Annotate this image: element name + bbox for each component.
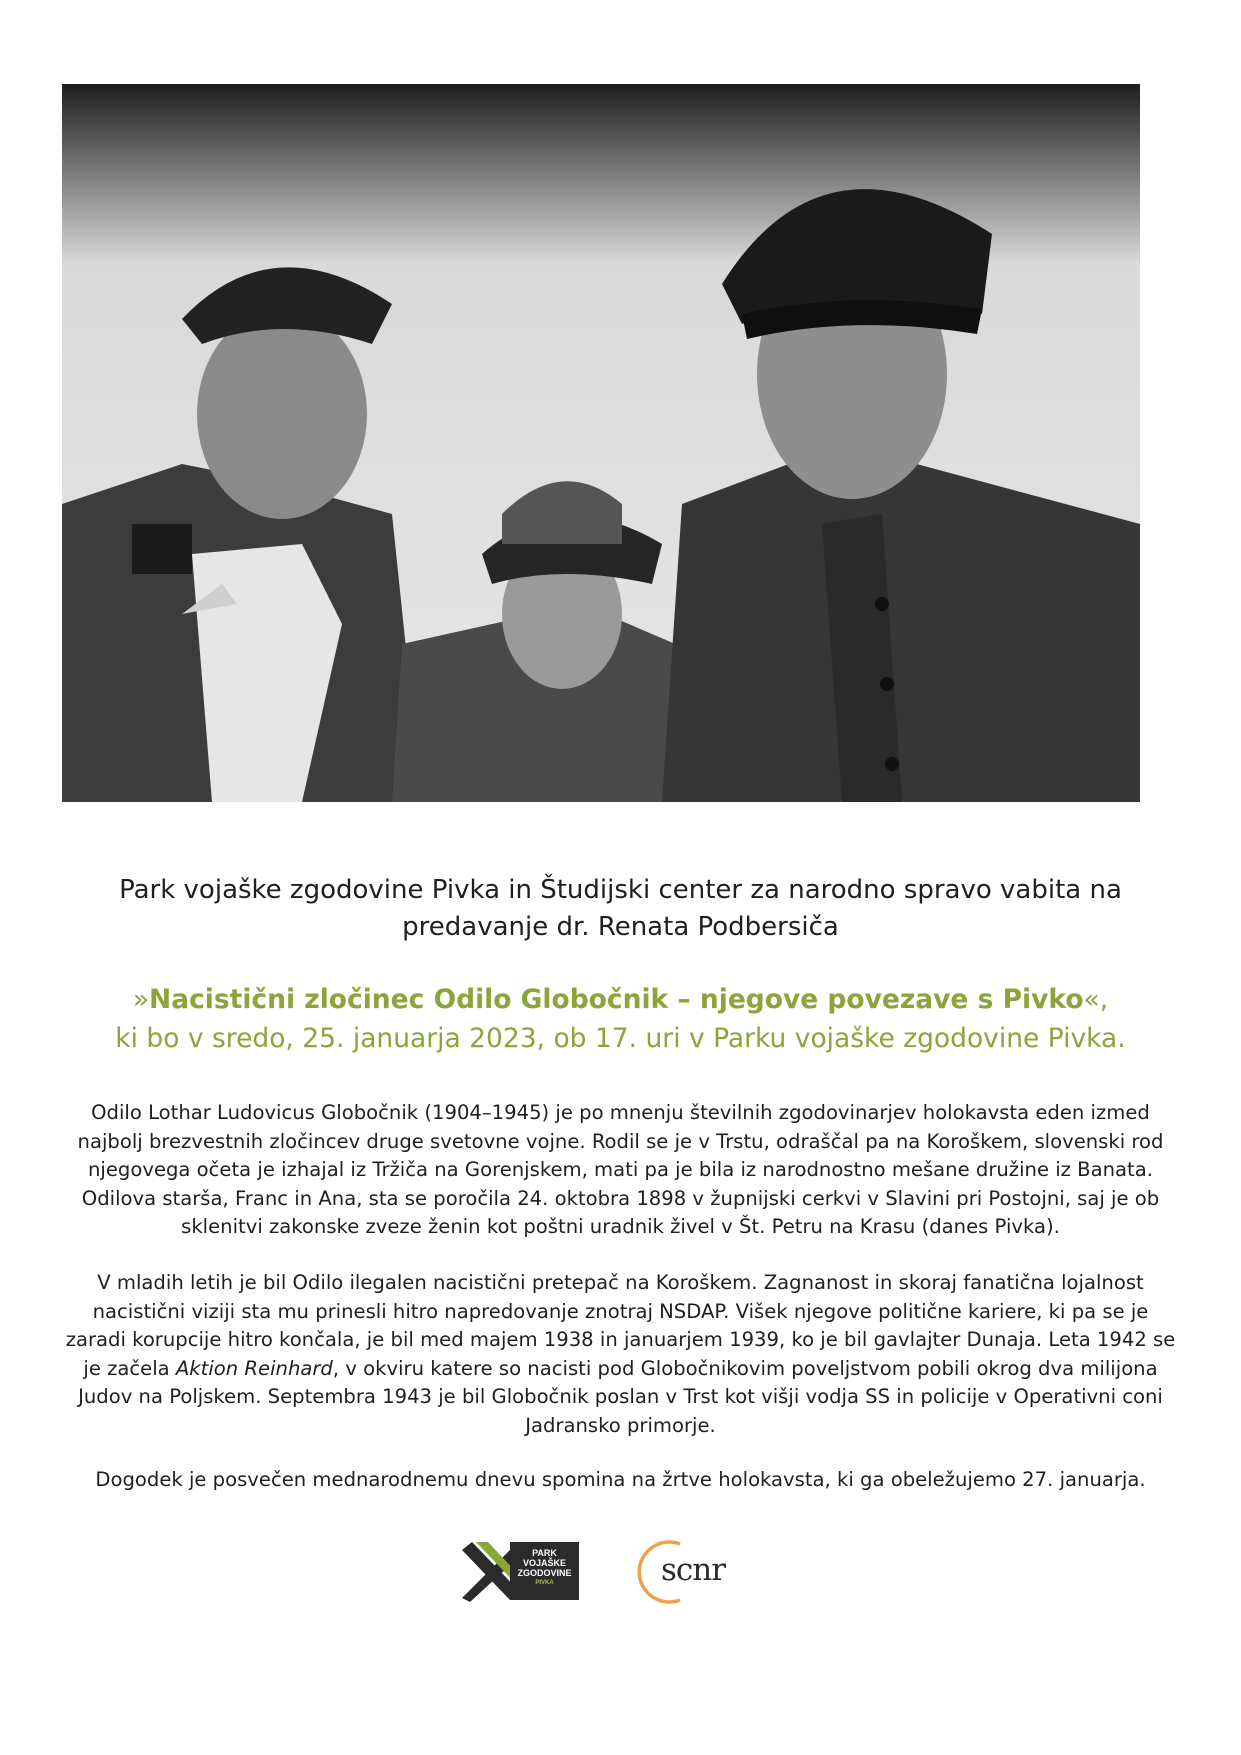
- scnr-text: scnr: [661, 1552, 726, 1588]
- paragraph-line: Jadransko primorje.: [525, 1413, 716, 1437]
- park-vojaske-zgodovine-logo: [462, 1540, 580, 1602]
- paragraph-line: V mladih letih je bil Odilo ilegalen nacistični pretepač na Koroškem. Zagnanost in skoraj fanatična lojalnost: [97, 1271, 1144, 1294]
- paragraph-dedication: Dogodek je posvečen mednarodnemu dnevu spomina na žrtve holokavsta, ki ga obeležujemo 27. januarja.: [95, 1468, 1146, 1491]
- paragraph-line: njegovega očeta je izhajal iz Tržiča na Gorenjskem, mati pa je bila iz narodnostno mešane družine iz Banata.: [88, 1158, 1153, 1181]
- intro-line-1: Park vojaške zgodovine Pivka in Študijski center za narodno spravo vabita na: [119, 875, 1122, 905]
- paragraph-line: najbolj brezvestnih zločincev druge svetovne vojne. Rodil se je v Trstu, odraščal pa na Koroškem, slovenski rod: [77, 1129, 1164, 1153]
- lecture-title-line: [60, 980, 1181, 1019]
- open-quote: »: [132, 984, 150, 1015]
- close-quote: «,: [1083, 984, 1109, 1015]
- historical-photo: [62, 84, 1140, 802]
- text-run: je začela: [83, 1356, 176, 1380]
- park-logo-line: VOJAŠKE: [522, 1558, 566, 1569]
- paragraph-line: zaradi korupcije hitro končala, je bil med majem 1938 in januarjem 1939, ko je bil gavlajter Dunaja. Leta 1942 se: [65, 1328, 1176, 1351]
- intro-line-2: predavanje dr. Renata Podbersiča: [402, 912, 839, 942]
- lecture-title: Nacistični zločinec Odilo Globočnik – njegove povezave s Pivko: [149, 984, 1084, 1015]
- lecture-details: ki bo v sredo, 25. januarja 2023, ob 17. uri v Parku vojaške zgodovine Pivka.: [115, 1023, 1126, 1054]
- park-logo-box: [510, 1542, 579, 1600]
- paragraph-line: Judov na Poljskem. Septembra 1943 je bil Globočnik poslan v Trst kot višji vodja SS in policije v Operativni coni: [78, 1385, 1163, 1408]
- paragraph-career: [55, 1269, 1186, 1440]
- text-run: , v okviru katere so nacisti pod Globočnikovim poveljstvom pobili okrog dva milijona: [332, 1356, 1158, 1380]
- paragraph-line: Odilova starša, Franc in Ana, sta se poročila 24. oktobra 1898 v župnijski cerkvi v Slavini pri Postojni, saj je ob: [81, 1186, 1160, 1210]
- paragraph-line: Odilo Lothar Ludovicus Globočnik (1904–1945) je po mnenju številnih zgodovinarjev holokavsta eden izmed: [91, 1101, 1150, 1124]
- lecture-announcement: [60, 980, 1181, 1058]
- scnr-logo: [628, 1538, 748, 1606]
- park-logo-sub: PIVKA: [535, 1579, 554, 1586]
- paragraph-line: nacistični viziji sta mu prinesli hitro napredovanje znotraj NSDAP. Višek njegove politične kariere, ki pa se je: [92, 1299, 1149, 1323]
- aktion-reinhard-italic: Aktion Reinhard: [175, 1356, 333, 1380]
- paragraph-line: [55, 1355, 1186, 1384]
- intro-text: [60, 872, 1181, 946]
- paragraph-biography: [55, 1099, 1186, 1242]
- park-logo-line: PARK: [532, 1548, 557, 1558]
- paragraph-line: sklenitvi zakonske zveze ženin kot poštni uradnik živel v Št. Petru na Krasu (danes Pivka).: [181, 1215, 1060, 1238]
- park-logo-line: ZGODOVINE: [517, 1568, 572, 1579]
- historical-photo-icon: [62, 84, 1140, 802]
